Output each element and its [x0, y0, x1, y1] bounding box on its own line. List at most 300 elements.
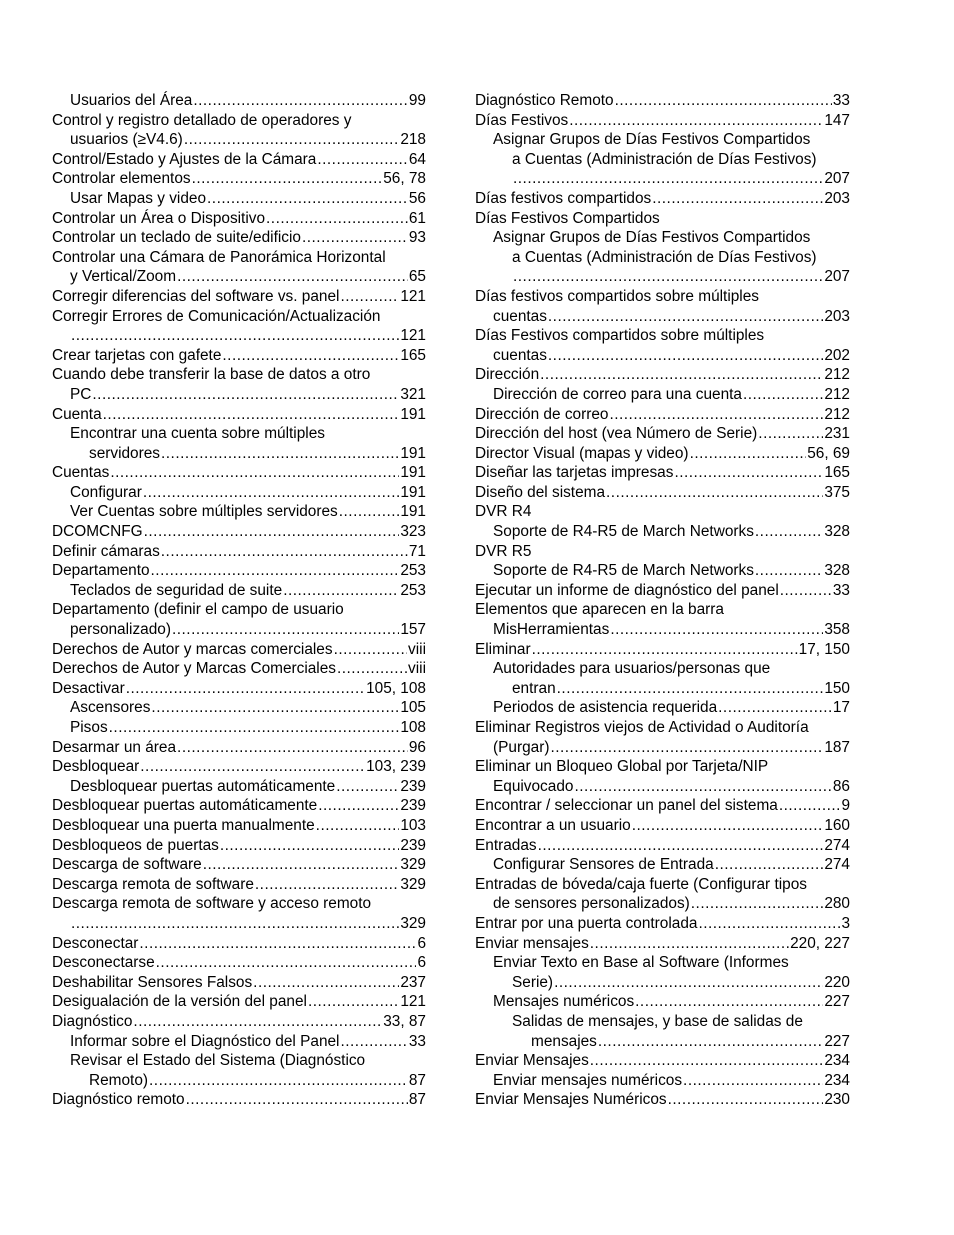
page-number: 17, 150 — [798, 640, 850, 658]
dot-leader — [569, 111, 823, 131]
dot-leader — [109, 718, 400, 738]
dot-leader — [133, 1012, 382, 1032]
index-entry — [475, 502, 850, 522]
dot-leader — [755, 522, 823, 542]
index-entry — [52, 738, 426, 758]
index-term: a Cuentas (Administración de Días Festivos) — [512, 248, 817, 266]
index-term: Control y registro detallado de operadores y — [52, 111, 352, 129]
dot-leader — [339, 502, 400, 522]
page-number: 329 — [400, 875, 426, 893]
dot-leader — [683, 1071, 823, 1091]
page-number: 3 — [841, 914, 850, 932]
index-entry — [475, 111, 850, 131]
dot-leader — [554, 973, 823, 993]
index-term: DVR R4 — [475, 503, 532, 521]
page-number: 203 — [824, 307, 850, 325]
index-entry — [52, 248, 426, 287]
index-term: Días Festivos compartidos sobre múltiples — [475, 327, 765, 345]
index-term: Autoridades para usuarios/personas que — [493, 660, 771, 678]
page-number: 33 — [832, 581, 850, 599]
index-entry — [475, 228, 850, 287]
index-term: Revisar el Estado del Sistema (Diagnóstico — [70, 1052, 366, 1070]
index-entry — [475, 796, 850, 816]
index-term: Configurar — [70, 483, 142, 501]
index-entry — [52, 1051, 426, 1090]
index-entry — [475, 992, 850, 1012]
dot-leader — [156, 953, 417, 973]
index-entry — [52, 698, 426, 718]
index-term: Diseñar las tarjetas impresas — [475, 464, 674, 482]
page-number: 328 — [824, 523, 850, 541]
dot-leader — [337, 659, 407, 679]
index-entry — [475, 561, 850, 581]
index-entry — [475, 1071, 850, 1091]
index-entry — [475, 855, 850, 875]
index-entry — [475, 287, 850, 326]
dot-leader — [139, 934, 416, 954]
index-term: Mensajes numéricos — [493, 993, 635, 1011]
dot-leader — [140, 757, 365, 777]
index-entry — [475, 934, 850, 954]
page-number: 56, 69 — [807, 444, 850, 462]
dot-leader — [161, 542, 408, 562]
index-term: Descarga de software — [52, 856, 202, 874]
index-term: Encontrar a un usuario — [475, 816, 631, 834]
page-number: 121 — [400, 327, 426, 345]
index-term: Deshabilitar Sensores Falsos — [52, 973, 253, 991]
dot-leader — [691, 894, 824, 914]
index-entry — [52, 522, 426, 542]
dot-leader — [668, 1090, 824, 1110]
index-term: Eliminar — [475, 640, 531, 658]
index-term: Control/Estado y Ajustes de la Cámara — [52, 150, 317, 168]
index-term: DVR R5 — [475, 542, 532, 560]
page-number: 103 — [400, 816, 426, 834]
dot-leader — [255, 875, 399, 895]
dot-leader — [340, 287, 399, 307]
page-number: 33 — [408, 1032, 426, 1050]
index-entry — [52, 659, 426, 679]
index-term: Enviar Texto en Base al Software (Informes — [493, 954, 789, 972]
page-number: 103, 239 — [366, 758, 426, 776]
index-term: Entradas de bóveda/caja fuerte (Configurar tipos — [475, 875, 807, 893]
dot-leader — [172, 620, 399, 640]
dot-leader — [103, 405, 400, 425]
page-number: 33, 87 — [383, 1012, 426, 1030]
index-term: Desigualación de la versión del panel — [52, 993, 307, 1011]
page-number: 274 — [824, 856, 850, 874]
index-entry — [52, 836, 426, 856]
index-term: Usar Mapas y video — [70, 189, 207, 207]
index-term: Días festivos compartidos sobre múltiples — [475, 287, 759, 305]
index-entry — [52, 973, 426, 993]
page-number: 105, 108 — [366, 679, 426, 697]
index-term: Dirección de correo — [475, 405, 609, 423]
index-entry — [52, 992, 426, 1012]
index-term: Eliminar un Bloqueo Global por Tarjeta/NIP — [475, 758, 769, 776]
index-term: Controlar elementos — [52, 170, 191, 188]
index-term: servidores — [89, 444, 160, 462]
dot-leader — [144, 522, 400, 542]
page-number: 150 — [824, 679, 850, 697]
index-term: Dirección de correo para una cuenta — [493, 385, 742, 403]
index-entry — [52, 169, 426, 189]
index-term: Días Festivos — [475, 111, 569, 129]
index-term: Enviar mensajes — [475, 934, 589, 952]
page-number: 121 — [400, 993, 426, 1011]
page-number: 202 — [824, 346, 850, 364]
index-term: Desbloquear — [52, 758, 140, 776]
page-number: 323 — [400, 523, 426, 541]
index-term: Desactivar — [52, 679, 125, 697]
index-term: Eliminar Registros viejos de Actividad o Auditoría — [475, 719, 809, 736]
index-entry — [52, 424, 426, 463]
dot-leader — [207, 189, 408, 209]
index-term: personalizado) — [70, 621, 171, 639]
index-entry — [475, 326, 850, 365]
index-term: (Purgar) — [493, 738, 550, 756]
index-term: Cuenta — [52, 405, 102, 423]
index-entry — [52, 150, 426, 170]
page-number: 212 — [824, 385, 850, 403]
index-term: Descarga remota de software — [52, 875, 254, 893]
dot-leader — [308, 992, 399, 1012]
index-term: Periodos de asistencia requerida — [493, 699, 718, 717]
dot-leader — [635, 992, 823, 1012]
page-number: 191 — [400, 444, 426, 462]
index-term: Enviar Mensajes — [475, 1052, 589, 1070]
page-number: 207 — [824, 170, 850, 188]
index-term: Serie) — [512, 973, 554, 991]
dot-leader — [550, 738, 823, 758]
dot-leader — [540, 365, 823, 385]
dot-leader — [590, 1051, 824, 1071]
index-entry — [52, 365, 426, 404]
page-number: 220, 227 — [790, 934, 850, 952]
index-term: DCOMCNFG — [52, 523, 143, 541]
index-entry — [52, 718, 426, 738]
index-entry — [52, 894, 426, 933]
dot-leader — [557, 679, 824, 699]
page-number: 220 — [824, 973, 850, 991]
page-number: 253 — [400, 562, 426, 580]
index-entry — [475, 600, 850, 639]
index-entry — [52, 405, 426, 425]
index-term: entran — [512, 679, 556, 697]
index-term: Controlar un Área o Dispositivo — [52, 209, 266, 227]
index-term: Encontrar una cuenta sobre múltiples — [70, 425, 325, 443]
page-number: 121 — [400, 287, 426, 305]
index-entry — [475, 463, 850, 483]
dot-leader — [186, 1090, 408, 1110]
dot-leader — [548, 307, 823, 327]
index-entry — [52, 640, 426, 660]
page-number: 253 — [400, 581, 426, 599]
index-entry — [52, 777, 426, 797]
index-entry — [52, 581, 426, 601]
index-entry — [52, 542, 426, 562]
index-term: Corregir Errores de Comunicación/Actualización — [52, 307, 381, 325]
page-number: 56, 78 — [383, 170, 426, 188]
page-number: 165 — [400, 346, 426, 364]
dot-leader — [283, 581, 399, 601]
index-term: Informar sobre el Diagnóstico del Panel — [70, 1032, 340, 1050]
page-number: viii — [408, 640, 426, 658]
page-number: 239 — [400, 836, 426, 854]
index-term: Crear tarjetas con gafete — [52, 346, 222, 364]
index-term: Diagnóstico Remoto — [475, 92, 614, 109]
page-number: 234 — [824, 1052, 850, 1070]
index-term: Derechos de Autor y marcas comerciales — [52, 640, 333, 658]
page-number: 234 — [824, 1071, 850, 1089]
index-entry — [475, 1012, 850, 1051]
index-entry — [475, 1090, 850, 1110]
page-number: 329 — [400, 914, 426, 932]
index-term: Controlar un teclado de suite/edificio — [52, 229, 301, 247]
index-term: Desbloquear puertas automáticamente — [52, 797, 318, 815]
dot-leader — [151, 698, 399, 718]
page-number: 358 — [824, 621, 850, 639]
index-entry — [475, 640, 850, 660]
dot-leader — [606, 483, 823, 503]
index-entry — [52, 1012, 426, 1032]
index-term: Equivocado — [493, 777, 574, 795]
index-term: Descarga remota de software y acceso remoto — [52, 895, 372, 913]
page-number: 227 — [824, 993, 850, 1011]
index-column-right — [475, 91, 850, 1110]
page-number: 203 — [824, 189, 850, 207]
index-column-left — [52, 91, 426, 1110]
page-number: 329 — [400, 856, 426, 874]
index-entry — [475, 522, 850, 542]
page-number: 105 — [400, 699, 426, 717]
index-term: Elementos que aparecen en la barra — [475, 601, 724, 619]
dot-leader — [513, 169, 823, 189]
index-term: Diseño del sistema — [475, 483, 606, 501]
index-term: Desbloquear puertas automáticamente — [70, 777, 336, 795]
page-number: 191 — [400, 464, 426, 482]
index-term: y Vertical/Zoom — [70, 268, 177, 286]
index-term: Desbloqueos de puertas — [52, 836, 219, 854]
dot-leader — [652, 189, 823, 209]
page-number: 6 — [417, 934, 426, 952]
index-entry — [52, 91, 426, 111]
index-entry — [52, 346, 426, 366]
dot-leader — [177, 738, 408, 758]
index-entry — [52, 796, 426, 816]
index-term: Director Visual (mapas y video) — [475, 444, 689, 462]
index-term: Desarmar un área — [52, 738, 177, 756]
index-term: usuarios (≥V4.6) — [70, 131, 183, 149]
page-number: 108 — [400, 719, 426, 736]
index-entry — [475, 698, 850, 718]
index-entry — [52, 228, 426, 248]
dot-leader — [71, 914, 399, 934]
index-entry — [52, 189, 426, 209]
dot-leader — [780, 581, 832, 601]
page-number: 9 — [841, 797, 850, 815]
index-entry — [475, 542, 850, 562]
page-number: 157 — [400, 621, 426, 639]
index-entry — [475, 385, 850, 405]
dot-leader — [177, 267, 408, 287]
dot-leader — [220, 836, 399, 856]
index-term: Derechos de Autor y Marcas Comerciales — [52, 660, 336, 678]
index-term: Desconectar — [52, 934, 139, 952]
index-term: Encontrar / seleccionar un panel del sistema — [475, 797, 778, 815]
dot-leader — [674, 463, 823, 483]
index-entry — [475, 953, 850, 992]
page-number: 6 — [417, 954, 426, 972]
dot-leader — [755, 561, 823, 581]
index-entry — [475, 757, 850, 796]
index-entry — [475, 209, 850, 229]
dot-leader — [92, 385, 399, 405]
index-entry — [475, 91, 850, 111]
index-entry — [475, 816, 850, 836]
dot-leader — [253, 973, 399, 993]
page-number: 165 — [824, 464, 850, 482]
index-entry — [52, 757, 426, 777]
index-entry — [475, 130, 850, 189]
page-number: 328 — [824, 562, 850, 580]
index-term: Soporte de R4-R5 de March Networks — [493, 523, 754, 541]
index-entry — [475, 365, 850, 385]
dot-leader — [758, 424, 823, 444]
dot-leader — [334, 640, 407, 660]
index-term: Remoto) — [89, 1071, 149, 1089]
index-term: Cuando debe transferir la base de datos a otro — [52, 366, 371, 384]
index-entry — [52, 307, 426, 346]
page-number: 191 — [400, 483, 426, 501]
index-term: Días Festivos Compartidos — [475, 209, 660, 227]
index-term: Dirección — [475, 366, 540, 384]
page-number: 187 — [824, 738, 850, 756]
page-number: 237 — [400, 973, 426, 991]
dot-leader — [340, 1032, 407, 1052]
index-entry — [475, 836, 850, 856]
dot-leader — [71, 326, 399, 346]
page-number: 65 — [408, 268, 426, 286]
index-term: Entrar por una puerta controlada — [475, 914, 698, 932]
dot-leader — [161, 444, 399, 464]
dot-leader — [110, 463, 399, 483]
dot-leader — [192, 169, 383, 189]
index-entry — [52, 1032, 426, 1052]
page-number: 99 — [408, 92, 426, 109]
page-number: 191 — [400, 405, 426, 423]
dot-leader — [743, 385, 823, 405]
page-number: 191 — [400, 503, 426, 521]
page-number: 87 — [408, 1091, 426, 1109]
dot-leader — [779, 796, 841, 816]
dot-leader — [538, 836, 824, 856]
page-number: 212 — [824, 366, 850, 384]
page-number: 274 — [824, 836, 850, 854]
index-term: Diagnóstico — [52, 1012, 133, 1030]
dot-leader — [548, 346, 823, 366]
index-entry — [52, 934, 426, 954]
index-term: Enviar mensajes numéricos — [493, 1071, 683, 1089]
page-number: 375 — [824, 483, 850, 501]
index-entry — [52, 111, 426, 150]
dot-leader — [615, 91, 832, 111]
page-number: 33 — [832, 92, 850, 109]
index-term: MisHerramientas — [493, 621, 610, 639]
dot-leader — [302, 228, 408, 248]
dot-leader — [222, 346, 399, 366]
index-entry — [475, 1051, 850, 1071]
dot-leader — [126, 679, 365, 699]
dot-leader — [598, 1032, 823, 1052]
dot-leader — [632, 816, 824, 836]
index-term: Pisos — [70, 719, 108, 736]
index-entry — [475, 659, 850, 698]
index-term: Departamento — [52, 562, 150, 580]
index-term: Corregir diferencias del software vs. panel — [52, 287, 340, 305]
index-term: Ejecutar un informe de diagnóstico del panel — [475, 581, 779, 599]
dot-leader — [718, 698, 832, 718]
index-entry — [52, 209, 426, 229]
page-number: 239 — [400, 797, 426, 815]
page-number: viii — [408, 660, 426, 678]
index-term: Departamento (definir el campo de usuario — [52, 601, 344, 619]
page-number: 321 — [400, 385, 426, 403]
page-number: 96 — [408, 738, 426, 756]
index-term: Definir cámaras — [52, 542, 160, 560]
index-entry — [52, 816, 426, 836]
dot-leader — [316, 816, 400, 836]
page-number: 147 — [824, 111, 850, 129]
page-number: 231 — [824, 425, 850, 443]
index-term: Entradas — [475, 836, 537, 854]
dot-leader — [609, 405, 823, 425]
page-number: 61 — [408, 209, 426, 227]
index-entry — [52, 483, 426, 503]
index-term: Desbloquear una puerta manualmente — [52, 816, 315, 834]
page-number: 207 — [824, 268, 850, 286]
index-term: Asignar Grupos de Días Festivos Compartidos — [493, 229, 811, 247]
index-term: Diagnóstico remoto — [52, 1091, 185, 1109]
index-term: Días festivos compartidos — [475, 189, 652, 207]
index-entry — [475, 718, 850, 757]
index-term: Teclados de seguridad de suite — [70, 581, 283, 599]
dot-leader — [513, 267, 823, 287]
page-number: 56 — [408, 189, 426, 207]
index-entry — [52, 679, 426, 699]
index-term: PC — [70, 385, 92, 403]
dot-leader — [203, 855, 400, 875]
page-number: 239 — [400, 777, 426, 795]
index-term: Cuentas — [52, 464, 110, 482]
page-number: 218 — [400, 131, 426, 149]
dot-leader — [193, 91, 408, 111]
dot-leader — [151, 561, 400, 581]
index-term: Dirección del host (vea Número de Serie) — [475, 425, 758, 443]
index-term: Soporte de R4-R5 de March Networks — [493, 562, 754, 580]
dot-leader — [317, 150, 408, 170]
index-entry — [52, 561, 426, 581]
dot-leader — [184, 130, 400, 150]
index-term: Ascensores — [70, 699, 151, 717]
index-term: Enviar Mensajes Numéricos — [475, 1091, 667, 1109]
index-entry — [475, 424, 850, 444]
dot-leader — [318, 796, 399, 816]
dot-leader — [532, 640, 798, 660]
page-number: 86 — [832, 777, 850, 795]
index-entry — [475, 914, 850, 934]
index-term: a Cuentas (Administración de Días Festivos) — [512, 150, 817, 168]
